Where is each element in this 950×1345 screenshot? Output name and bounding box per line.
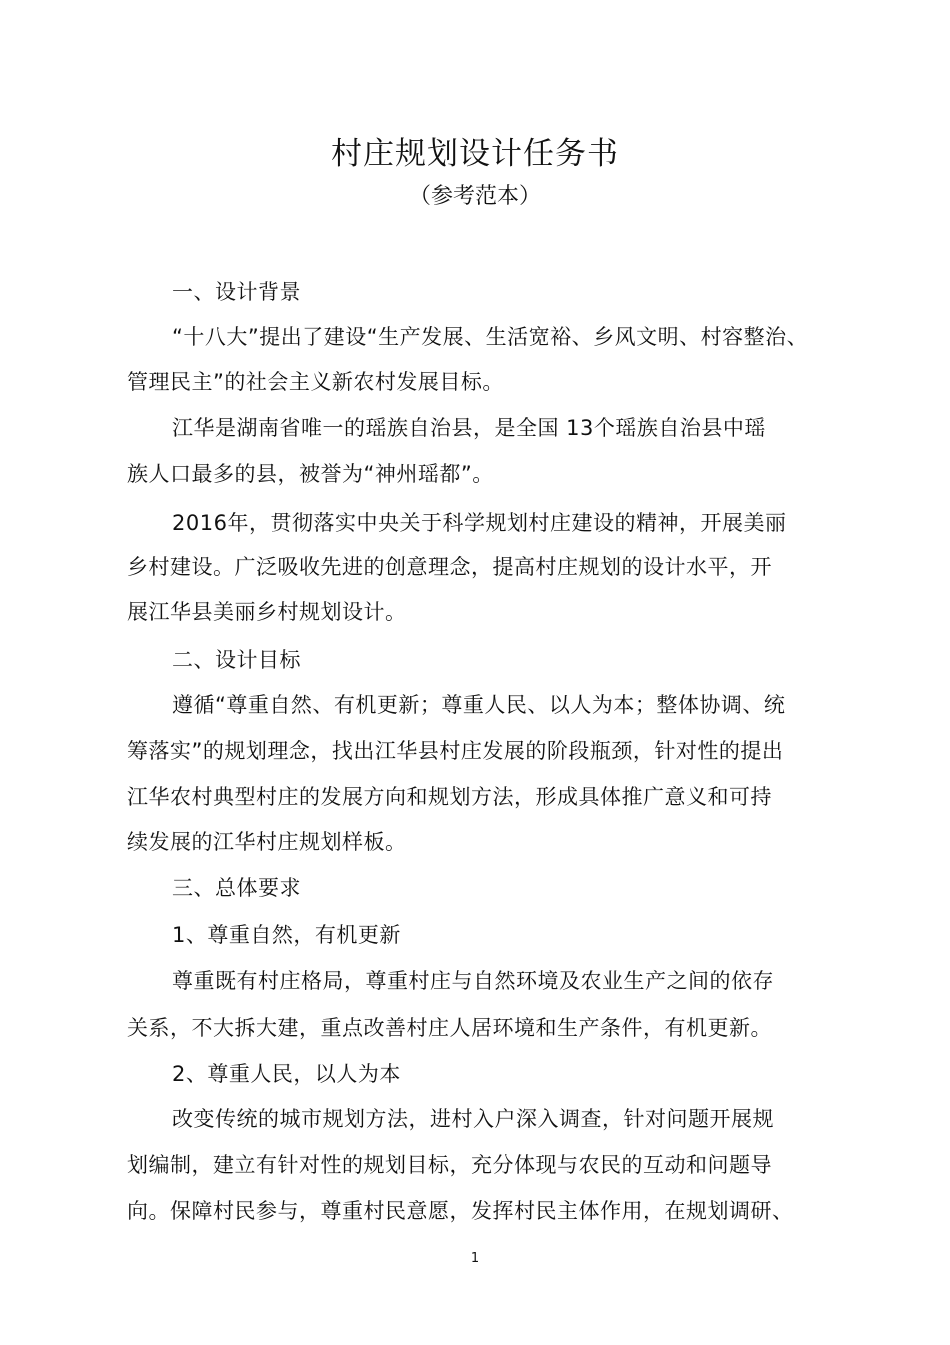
- paragraph-line: 江华是湖南省唯一的瑶族自治县，是全国 13个瑶族自治县中瑶: [172, 416, 766, 440]
- document-subtitle: （参考范本）: [408, 184, 541, 209]
- section-heading-requirements: 三、总体要求: [172, 876, 301, 900]
- document-title: 村庄规划设计任务书: [331, 136, 619, 172]
- paragraph-line: 遵循“尊重自然、有机更新；尊重人民、以人为本；整体协调、统: [172, 693, 786, 717]
- section-heading-background: 一、设计背景: [172, 280, 301, 304]
- paragraph-line: 筹落实”的规划理念，找出江华县村庄发展的阶段瓶颈，针对性的提出: [127, 739, 784, 763]
- paragraph-line: 乡村建设。广泛吸收先进的创意理念，提高村庄规划的设计水平，开: [127, 555, 772, 579]
- paragraph-line: 管理民主”的社会主义新农村发展目标。: [127, 370, 504, 394]
- subsection-heading: 2、尊重人民，以人为本: [172, 1062, 401, 1086]
- paragraph-line: 2016年，贯彻落实中央关于科学规划村庄建设的精神，开展美丽: [172, 511, 787, 535]
- paragraph-line: 划编制，建立有针对性的规划目标，充分体现与农民的互动和问题导: [127, 1153, 772, 1177]
- paragraph-line: “十八大”提出了建设“生产发展、生活宽裕、乡风文明、村容整治、: [172, 325, 809, 349]
- paragraph-line: 尊重既有村庄格局，尊重村庄与自然环境及农业生产之间的依存: [172, 969, 774, 993]
- paragraph-line: 关系，不大拆大建，重点改善村庄人居环境和生产条件，有机更新。: [127, 1016, 772, 1040]
- paragraph-line: 向。保障村民参与，尊重村民意愿，发挥村民主体作用，在规划调研、: [127, 1199, 794, 1223]
- paragraph-line: 江华农村典型村庄的发展方向和规划方法，形成具体推广意义和可持: [127, 785, 772, 809]
- paragraph-line: 展江华县美丽乡村规划设计。: [127, 600, 407, 624]
- paragraph-line: 续发展的江华村庄规划样板。: [127, 830, 407, 854]
- subsection-heading: 1、尊重自然，有机更新: [172, 923, 401, 947]
- page-number: 1: [470, 1251, 480, 1266]
- paragraph-line: 族人口最多的县，被誉为“神州瑶都”。: [127, 462, 494, 486]
- section-heading-goals: 二、设计目标: [172, 648, 301, 672]
- paragraph-line: 改变传统的城市规划方法，进村入户深入调查，针对问题开展规: [172, 1107, 774, 1131]
